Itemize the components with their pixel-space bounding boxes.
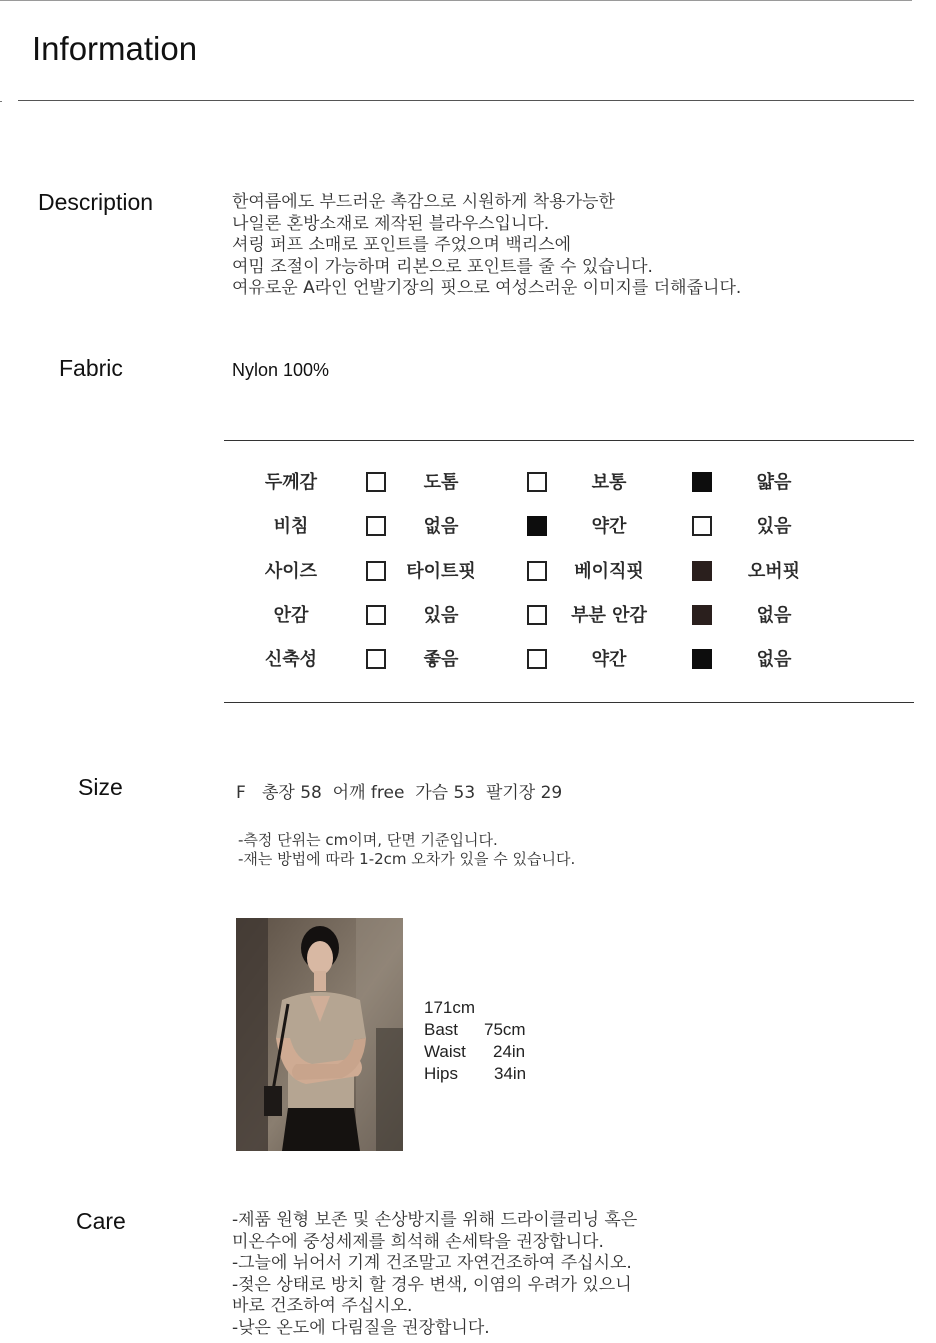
spec-option-label: 부분 안감: [571, 605, 647, 626]
spec-row-label: 안감: [273, 605, 309, 626]
spec-option-label: 베이직핏: [574, 561, 644, 582]
description-line: 여밈 조절이 가능하며 리본으로 포인트를 줄 수 있습니다.: [232, 256, 653, 277]
spec-row: [0, 601, 936, 631]
page-title: Information: [32, 30, 198, 67]
description-heading: Description: [38, 189, 154, 215]
checkbox-unchecked: [692, 516, 712, 536]
fabric-heading: Fabric: [59, 355, 123, 381]
spec-option-label: 없음: [756, 649, 792, 670]
fabric-value: Nylon 100%: [232, 360, 330, 380]
spec-option-label: 없음: [423, 516, 459, 537]
title-divider: [18, 100, 914, 101]
care-line: -그늘에 뉘어서 기계 건조말고 자연건조하여 주십시오.: [232, 1253, 632, 1274]
spec-table-bottom-rule: [224, 702, 914, 703]
description-text: [232, 192, 741, 300]
model-photo: [236, 918, 403, 1151]
spec-option-label: 약간: [591, 649, 627, 670]
spec-option-label: 도톰: [423, 472, 459, 493]
spec-option-label: 있음: [756, 516, 792, 537]
spec-row-label: 신축성: [264, 649, 318, 670]
top-divider: [0, 0, 912, 1]
description-line: 셔링 퍼프 소매로 포인트를 주었으며 백리스에: [232, 235, 572, 256]
size-notes: [238, 831, 575, 869]
model-measure-key: Hips: [424, 1064, 459, 1083]
size-measurements: F 총장 58 어깨 free 가슴 53 팔기장 29: [236, 783, 563, 803]
size-heading: Size: [78, 774, 123, 800]
spec-option-label: 약간: [591, 516, 627, 537]
checkbox-unchecked: [527, 605, 547, 625]
care-text: [232, 1210, 637, 1340]
care-line: 바로 건조하여 주십시오.: [232, 1296, 413, 1317]
care-line: 미온수에 중성세제를 희석해 손세탁을 권장합니다.: [232, 1231, 604, 1252]
description-line: 여유로운 A라인 언발기장의 핏으로 여성스러운 이미지를 더해줍니다.: [232, 278, 742, 299]
model-measure-key: Bast: [424, 1020, 459, 1039]
model-measure-value: 24in: [493, 1042, 526, 1061]
checkbox-unchecked: [527, 649, 547, 669]
divider-tick: [0, 101, 2, 102]
spec-option-label: 오버핏: [747, 561, 801, 582]
checkbox-checked: [692, 561, 712, 581]
checkbox-unchecked: [527, 472, 547, 492]
spec-row-label: 사이즈: [264, 561, 318, 582]
model-measure-key: Waist: [424, 1042, 466, 1061]
care-heading: Care: [76, 1208, 126, 1234]
size-note: -재는 방법에 따라 1-2cm 오차가 있을 수 있습니다.: [238, 850, 576, 868]
checkbox-checked: [692, 472, 712, 492]
spec-option-label: 없음: [756, 605, 792, 626]
size-note: -측정 단위는 cm이며, 단면 기준입니다.: [238, 831, 498, 849]
checkbox-unchecked: [527, 561, 547, 581]
checkbox-checked: [692, 605, 712, 625]
spec-table-top-rule: [224, 440, 914, 441]
spec-option-label: 좋음: [423, 649, 459, 670]
spec-row: [0, 645, 936, 675]
model-measure-value: 75cm: [484, 1020, 526, 1039]
description-line: 한여름에도 부드러운 촉감으로 시원하게 착용가능한: [232, 192, 615, 212]
model-height: 171cm: [424, 998, 476, 1017]
checkbox-checked: [527, 516, 547, 536]
spec-row-label: 비침: [273, 516, 309, 537]
spec-option-label: 보통: [591, 472, 627, 493]
spec-option-label: 있음: [423, 605, 459, 626]
model-measure-value: 34in: [494, 1064, 527, 1083]
spec-option-label: 타이트핏: [406, 561, 476, 582]
description-line: 나일론 혼방소재로 제작된 블라우스입니다.: [232, 213, 550, 234]
spec-row: [0, 468, 936, 498]
spec-row: [0, 557, 936, 587]
spec-row: [0, 512, 936, 542]
care-line: -제품 원형 보존 및 손상방지를 위해 드라이클리닝 혹은: [232, 1210, 638, 1230]
care-line: -젖은 상태로 방치 할 경우 변색, 이염의 우려가 있으니: [232, 1274, 632, 1295]
checkbox-checked: [692, 649, 712, 669]
spec-row-label: 두께감: [264, 472, 318, 493]
care-line: -낮은 온도에 다림질을 권장합니다.: [232, 1317, 490, 1338]
spec-option-label: 얇음: [756, 472, 792, 493]
